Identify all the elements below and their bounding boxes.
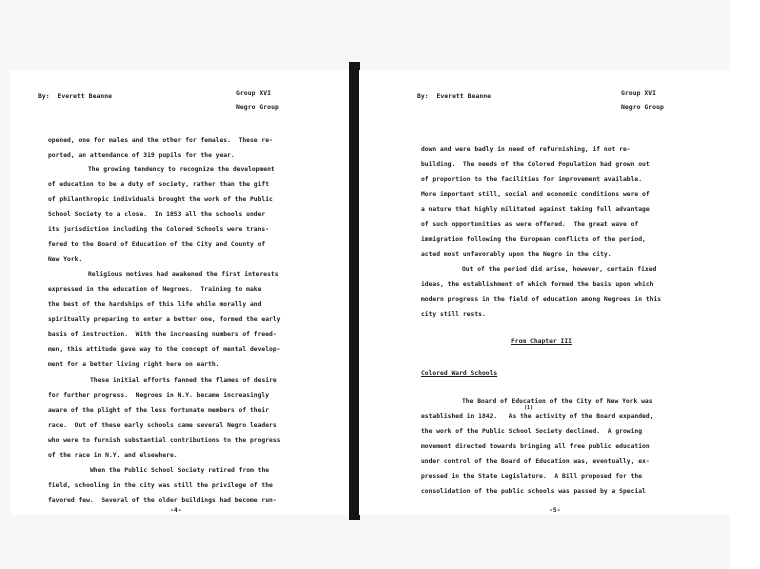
left-group: Group XVI [236, 89, 272, 97]
right-line: consolidation of the public schools was passed by a Special [421, 488, 646, 495]
left-author: By: Everett Beanne [38, 92, 113, 100]
right-line: modern progress in the field of education among Negroes in this [421, 296, 662, 303]
right-line: of proportion to the facilities for improvement available. [421, 176, 643, 183]
right-author: By: Everett Beanne [417, 92, 492, 100]
left-line: of education to be a duty of society, rather than the gift [48, 181, 270, 188]
scan-margin [730, 0, 760, 569]
left-line: for further progress. Negroes in N.Y. became increasingly [48, 392, 270, 399]
right-line: down and were badly in need of refurnishing, if not re- [421, 146, 631, 153]
left-line: ported, an attendance of 319 pupils for the year. [48, 152, 235, 159]
left-line: When the Public School Society retired from the [90, 467, 270, 474]
right-group-name: Negro Group [621, 103, 664, 111]
chapter-heading: From Chapter III [511, 338, 572, 345]
left-line: The growing tendency to recognize the development [88, 166, 275, 173]
left-line: the best of the hardships of this life while morally and [48, 301, 262, 308]
right-line: a nature that highly militated against taking full advantage [421, 206, 650, 213]
right-line: ideas, the establishment of which formed the basis upon which [421, 281, 654, 288]
left-line: expressed in the education of Negroes. Training to make [48, 286, 262, 293]
left-line: School Society to a close. In 1853 all the schools under [48, 211, 266, 218]
left-page [10, 70, 351, 515]
left-group-name: Negro Group [236, 103, 279, 111]
right-line: movement directed towards bringing all free public education [421, 443, 650, 450]
right-line: Out of the period did arise, however, certain fixed [462, 266, 657, 273]
right-page [359, 70, 730, 515]
left-line: basis of instruction. With the increasing numbers of freed- [48, 331, 277, 338]
right-line: of such opportunities as were offered. The great wave of [421, 221, 639, 228]
right-line: immigration following the European conflicts of the period, [421, 236, 646, 243]
left-line: ment for a better living right here on earth. [48, 361, 220, 368]
right-line: building. The needs of the Colored Population had grown out [421, 161, 650, 168]
left-line: spiritually preparing to enter a better one, formed the early [48, 316, 281, 323]
footnote-mark: (1) [524, 405, 534, 411]
left-line: field, schooling in the city was still the privilege of the [48, 482, 273, 489]
left-line: men, this attitude gave way to the concept of mental develop- [48, 346, 281, 353]
left-line: of the race in N.Y. and elsewhere. [48, 452, 178, 459]
left-line: aware of the plight of the less fortunate members of their [48, 407, 270, 414]
right-line: city still rests. [421, 311, 486, 318]
left-line: its jurisdiction including the Colored Schools were trans- [48, 226, 270, 233]
right-line: under control of the Board of Education was, eventually, ex- [421, 458, 650, 465]
right-line: acted most unfavorably upon the Negro in the city. [421, 251, 612, 258]
section-heading: Colored Ward Schools [421, 370, 498, 377]
right-line: the work of the Public School Society declined. A growing [421, 428, 643, 435]
right-line: More important still, social and economic conditions were of [421, 191, 650, 198]
left-line: New York. [48, 256, 83, 263]
left-line: opened, one for males and the other for females. These re- [48, 137, 273, 144]
left-line: favored few. Several of the older buildings had become run- [48, 497, 277, 504]
right-page-number: -5- [549, 506, 561, 514]
right-line: pressed in the State Legislature. A Bill proposed for the [421, 473, 643, 480]
left-page-number: -4- [170, 506, 182, 514]
right-group: Group XVI [621, 89, 657, 97]
left-line: of philanthropic individuals brought the work of the Public [48, 196, 273, 203]
left-line: race. Out of these early schools came several Negro leaders [48, 422, 277, 429]
left-line: These initial efforts fanned the flames of desire [90, 377, 277, 384]
left-line: Religious motives had awakened the first interests [88, 271, 279, 278]
left-line: who were to furnish substantial contributions to the progress [48, 437, 281, 444]
right-line: established in 1842. As the activity of the Board expanded, [421, 413, 654, 420]
right-line: The Board of Education of the City of New York was [462, 398, 653, 405]
left-line: fered to the Board of Education of the City and County of [48, 241, 266, 248]
